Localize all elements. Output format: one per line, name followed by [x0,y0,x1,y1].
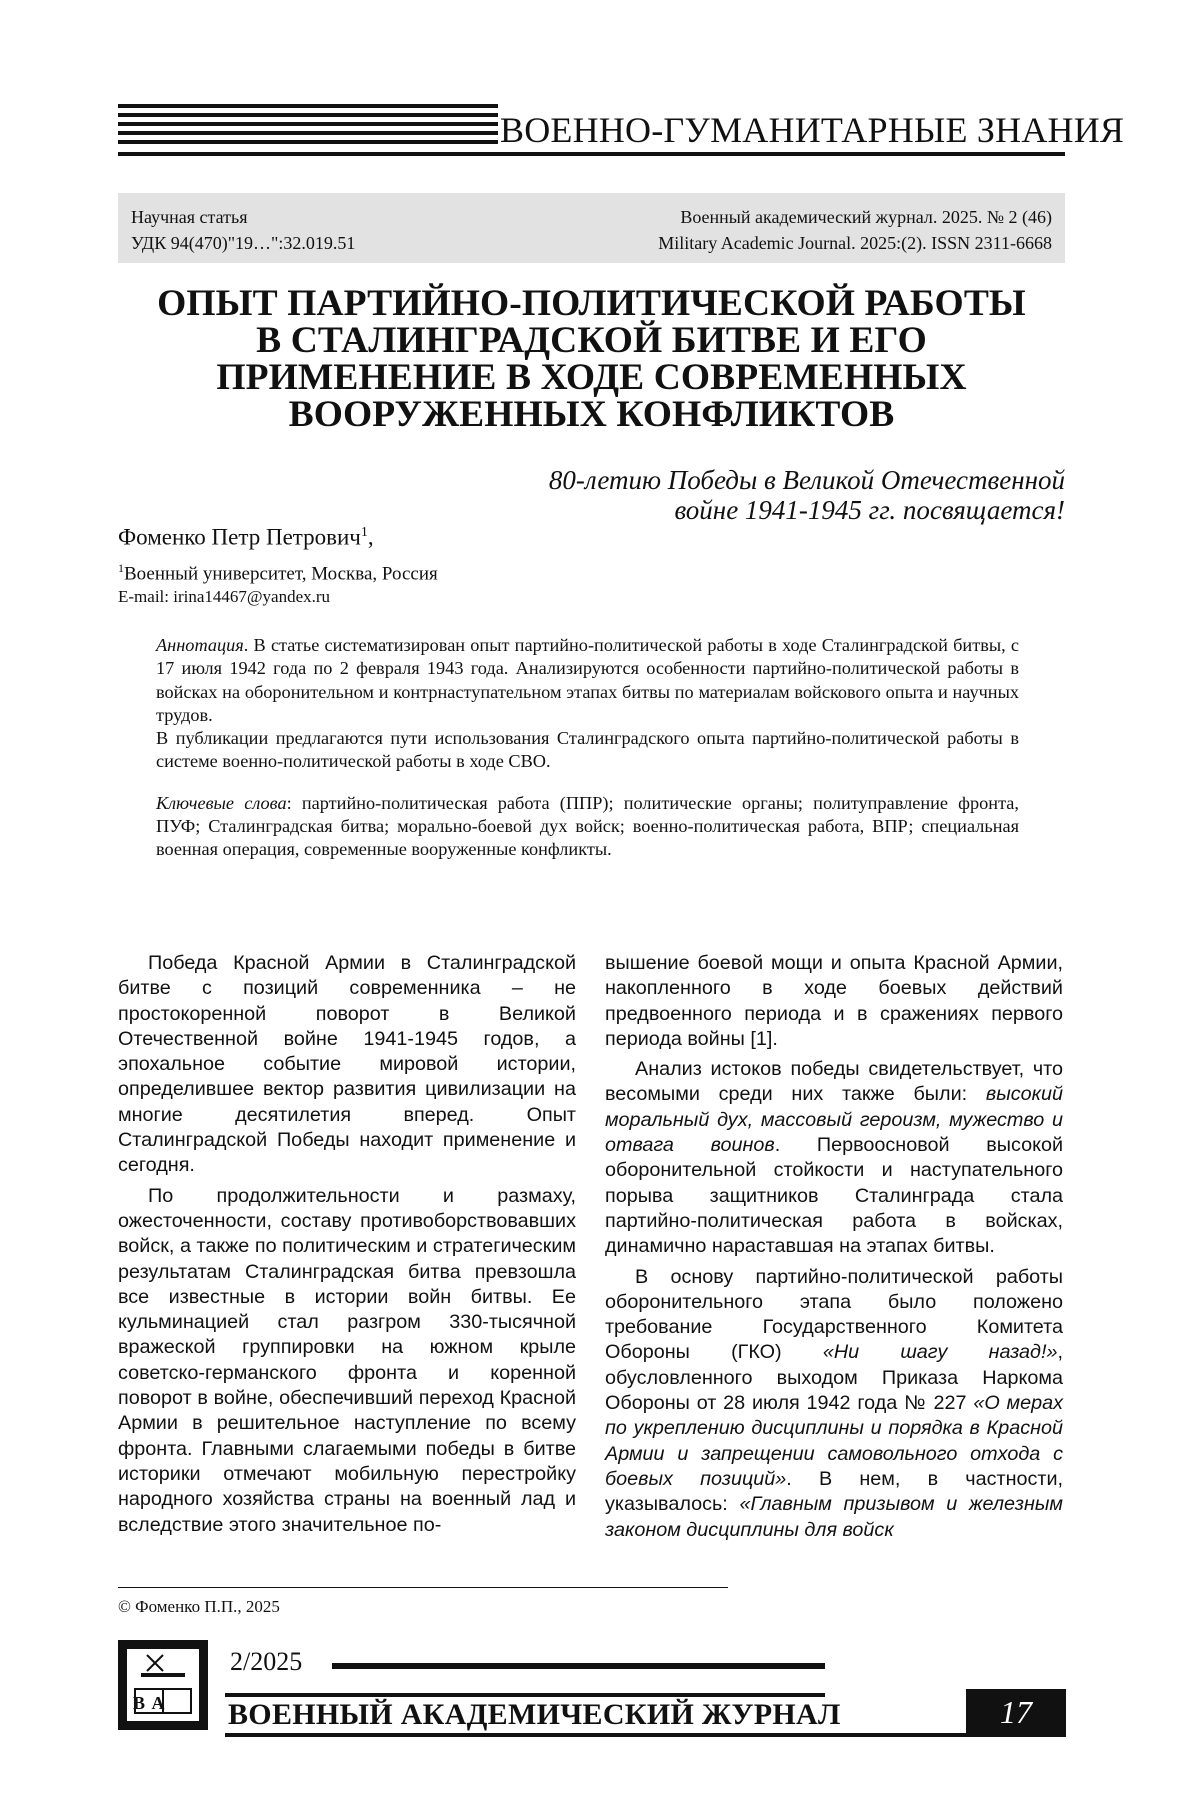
logo-inner [127,1649,199,1721]
dedication [365,465,1065,525]
footer-rule [332,1663,825,1669]
body-paragraph [605,1265,1063,1543]
body-emphasis: «Ни шагу назад!» [822,1341,1058,1364]
author-name: Фоменко Петр Петрович$^1$, [118,524,374,550]
author-affiliation [118,556,438,586]
body-emphasis: «О мерах по укреплению дисциплины и порядка в Красной Армии и запрещении самовольного отхода с боевых позиций» [605,1392,1063,1490]
title-line: ПРИМЕНЕНИЕ В ХОДЕ СОВРЕМЕННЫХ [216,357,967,398]
affiliation-sup: 1 [118,561,124,575]
body-text: . Первоосновой высокой оборонительной стойкости и наступательного порыва защитников Сталинграда стала партийно-политическая работа в войсках, динамично нараставшая на этапах битвы. [605,1134,1063,1258]
abstract-para [156,634,1019,727]
affiliation-text: Военный университет, Москва, Россия [124,563,438,585]
abstract-label: Аннотация [156,635,244,655]
body-text: . В нем, в частности, указывалось: [605,1467,1063,1516]
body-emphasis: высокий моральный дух, массовый героизм, мужество и отвага воинов [605,1083,1063,1157]
journal-ref-ru: Военный академический журнал. 2025. № 2 (46) [680,207,1052,227]
abstract [156,634,1019,862]
body-column-left [118,951,576,1543]
footer-rule [225,1733,1066,1737]
author-email: E-mail: irina14467@yandex.ru [118,587,331,606]
body-paragraph [605,1057,1063,1259]
body-emphasis: «Главным призывом и железным законом дисциплины для войск [605,1493,1063,1541]
title-line: В СТАЛИНГРАДСКОЙ БИТВЕ И ЕГО [256,320,927,361]
article-type: Научная статья [131,207,248,227]
dedication-line: войне 1941-1945 гг. посвящается! [674,495,1065,525]
journal-ref-en: Military Academic Journal. 2025:(2). ISSN 2311-6668 [658,233,1052,253]
dedication-line: 80-летию Победы в Великой Отечественной [548,465,1065,495]
keywords-label: Ключевые слова [156,792,287,813]
abstract-para [156,727,1019,774]
issue-number: 2/2025 [230,1647,303,1676]
keywords-text: : партийно-политическая работа (ППР); политические органы; политуправление фронта, ПУФ; Сталинградская битва; морально-боевой дух войск; военно-политическая работа, ВПР; специальная военная операция, современные вооруженные конфликты. [156,792,1019,860]
author-sup: 1 [360,525,368,540]
article-title [118,285,1065,433]
body-paragraph: Победа Красной Армии в Сталинградской битве с позиций современника – не простокоренной поворот в Великой Отечественной войне 1941-1945 годов, а эпохальное событие мировой истории, определившее вектор развития цивилизации на многие десятилетия вперед. Опыт Сталинградской Победы находит применение и сегодня. [118,952,576,1177]
copyright-footnote: © Фоменко П.П., 2025 [118,1597,280,1616]
abstract-text-2: В публикации предлагаются пути использования Сталинградского опыта партийно-политической работы в системе военно-политической работы в ходе СВО. [156,728,1019,772]
header-rule [118,152,1065,156]
page-number: 17 [966,1689,1066,1735]
keywords [156,792,1019,862]
article-meta-box [118,193,1065,263]
logo-letters: В А [133,1693,166,1713]
udc-code: УДК 94(470)"19…":32.019.51 [131,233,356,253]
meta-left [131,204,355,256]
body-text: В основу партийно-политической работы оборонительного этапа было положено требование Государственного Комитета Обороны (ГКО) [605,1265,1063,1364]
body-paragraph: По продолжительности и размаху, ожесточенности, составу противоборствовавших войск, а также по политическим и стратегическим результатам Сталинградская битва превзошла все известные в истории войн битвы. Ее кульминацией стал разгром 330-тысячной вражеской группировки на южном крыле советско-германского фронта и коренной поворот в войне, обеспечивший переход Красной Армии в решительное наступление по всему фронта. Главными слагаемыми победы в битве историки отмечают мобильную перестройку народного хозяйства страны на военный лад и вследствие этого значительное по- [118,1184,576,1536]
title-line: ВООРУЖЕННЫХ КОНФЛИКТОВ [288,394,895,435]
body-text: , обусловленного выходом Приказа Наркома Обороны от 28 июля 1942 года № 227 [605,1341,1063,1415]
footnote-rule [118,1587,728,1588]
footer-rule [225,1693,825,1697]
abstract-text: . В статье систематизирован опыт партийно-политической работы в ходе Сталинградской битвы, с 17 июля 1942 года по 2 февраля 1943 года. Анализируются особенности партийно-политической работы в войсках на оборонительном и контрнаступательном этапах битвы по материалам войскового опыта и научных трудов. [156,635,1019,725]
body-paragraph: вышение боевой мощи и опыта Красной Армии, накопленного в ходе боевых действий предвоенного периода и в сражениях первого периода войны [1]. [605,952,1063,1050]
header-decorative-lines [118,104,498,154]
title-line: ОПЫТ ПАРТИЙНО-ПОЛИТИЧЕСКОЙ РАБОТЫ [157,283,1026,324]
author-name-text: Фоменко Петр Петрович [118,524,361,550]
section-title: ВОЕННО-ГУМАНИТАРНЫЕ ЗНАНИЯ [500,110,1125,150]
body-text: Анализ истоков победы свидетельствует, что весомыми среди них также были: [605,1058,1063,1106]
journal-name: ВОЕННЫЙ АКАДЕМИЧЕСКИЙ ЖУРНАЛ [228,1698,841,1731]
body-column-right [605,951,1063,1548]
journal-logo [118,1640,208,1730]
meta-right [658,204,1052,256]
